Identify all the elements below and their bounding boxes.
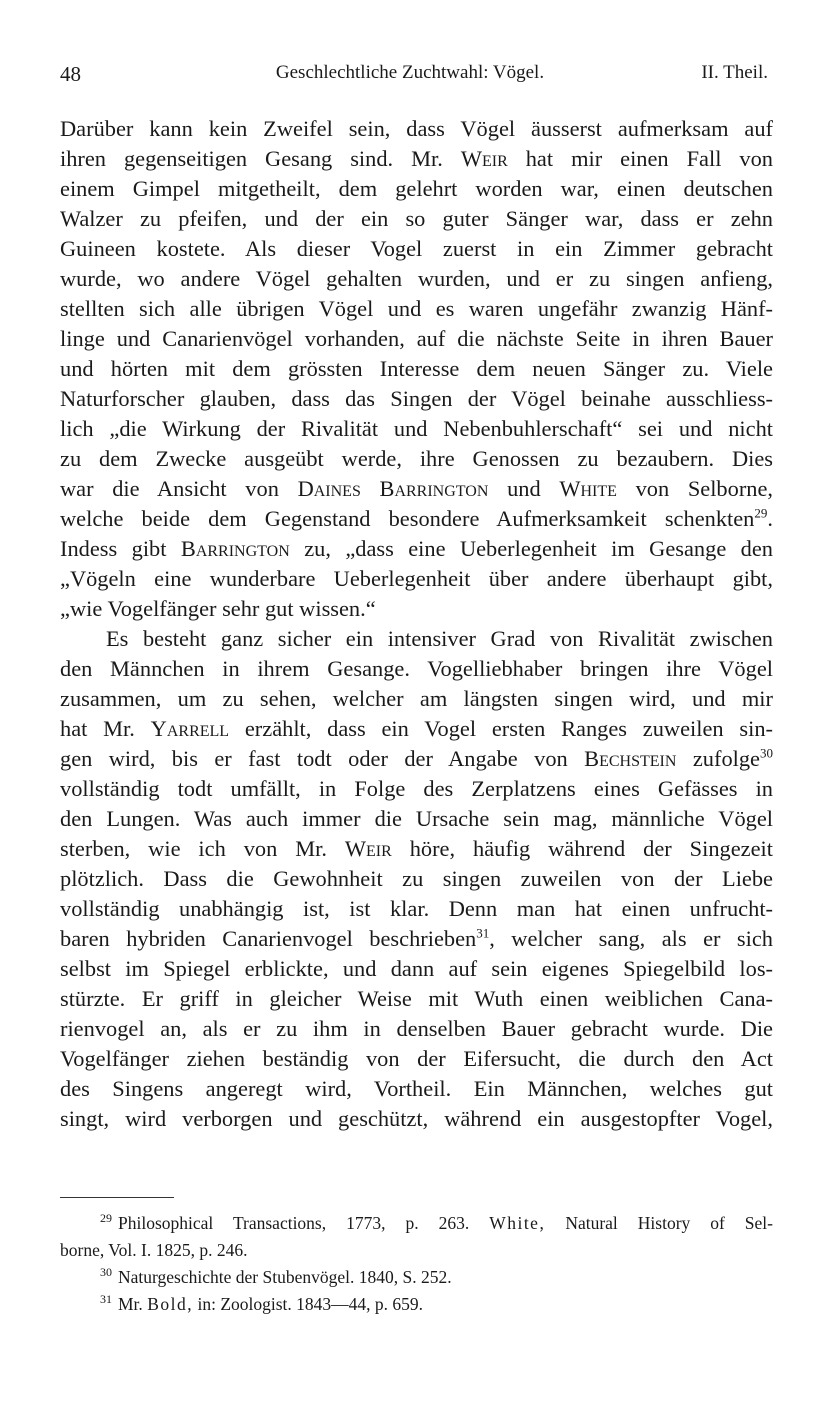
text-line: den Männchen in ihrem Gesange. Vogelliebhaber bringen ihre Vögel (60, 656, 773, 681)
text-line: stürzte. Er griff in gleicher Weise mit Wuth einen weiblichen Cana- (60, 986, 773, 1011)
text-line: zusammen, um zu sehen, welcher am längsten singen wird, und mir (60, 686, 773, 711)
text-line: gen wird, bis er fast todt oder der Angabe von Bechstein zufolge$^{30}$ (60, 745, 773, 771)
text-line: einem Gimpel mitgetheilt, dem gelehrt worden war, einen deutschen (60, 176, 773, 201)
text-line: vollständig unabhängig ist, ist klar. Denn man hat einen unfrucht- (60, 896, 773, 921)
name-daines-barrington: Daines Barrington (297, 476, 489, 501)
page-number: 48 (60, 62, 81, 86)
footnote-29-continued: borne, Vol. I. 1825, p. 246. (60, 1240, 248, 1260)
text-line: vollständig todt umfällt, in Folge des Zerplatzens eines Gefässes in (60, 776, 773, 801)
text-line: plötzlich. Dass die Gewohnheit zu singen zuweilen von der Liebe (60, 866, 773, 891)
text-line: wurde, wo andere Vögel gehalten wurden, und er zu singen anfieng, (60, 266, 773, 291)
footnotes (60, 1210, 773, 1318)
text-line: zu dem Zwecke ausgeübt werde, ihre Genossen zu bezaubern. Dies (60, 446, 773, 471)
text-line: des Singens angeregt wird, Vortheil. Ein Männchen, welches gut (60, 1076, 773, 1101)
footnote-rule (60, 1197, 174, 1198)
text-line: den Lungen. Was auch immer die Ursache sein mag, männliche Vögel (60, 806, 773, 831)
text-line: „Vögeln eine wunderbare Ueberlegenheit über andere überhaupt gibt, (60, 566, 773, 591)
footnote-ref: 29 (754, 505, 768, 521)
text-line: ihren gegenseitigen Gesang sind. Mr. Weir hat mir einen Fall von (60, 146, 773, 171)
footnote-29: $^{29}$ Philosophical Transactions, 1773, p. 263. White, Natural History of Sel- (100, 1211, 774, 1233)
running-header (60, 62, 768, 92)
text-line: sterben, wie ich von Mr. Weir höre, häufig während der Singezeit (60, 836, 773, 861)
name-bechstein: Bechstein (584, 746, 677, 771)
footnote-30: $^{30}$ Naturgeschichte der Stubenvögel. 1840, S. 252. (100, 1265, 452, 1287)
text-line: Darüber kann kein Zweifel sein, dass Vögel äusserst aufmerksam auf (60, 116, 773, 141)
name-barrington: Barrington (180, 536, 290, 561)
name-weir: Weir (460, 146, 508, 171)
text-line: Naturforscher glauben, dass das Singen der Vögel beinahe ausschliess- (60, 386, 773, 411)
text-line: hat Mr. Yarrell erzählt, dass ein Vogel ersten Ranges zuweilen sin- (60, 716, 773, 741)
text-line: Vogelfänger ziehen beständig von der Eifersucht, die durch den Act (60, 1046, 773, 1071)
text-line: war die Ansicht von Daines Barrington und White von Selborne, (60, 476, 774, 501)
text-line: Walzer zu pfeifen, und der ein so guter Sänger war, dass er zehn (60, 206, 773, 231)
footnote-ref: 30 (760, 745, 773, 761)
running-title: Geschlechtliche Zuchtwahl: Vögel. (275, 62, 545, 83)
main-text (60, 114, 773, 1134)
text-line: Es besteht ganz sicher ein intensiver Grad von Rivalität zwischen (106, 626, 773, 651)
text-line: singt, wird verborgen und geschützt, während ein ausgestopfter Vogel, (60, 1106, 773, 1131)
text-line: Indess gibt Barrington zu, „dass eine Ueberlegenheit im Gesange den (60, 536, 773, 561)
text-line: lich „die Wirkung der Rivalität und Nebenbuhlerschaft“ sei und nicht (60, 416, 773, 441)
text-line: baren hybriden Canarienvogel beschrieben$^{31}$, welcher sang, als er sich (60, 925, 774, 951)
text-line: stellten sich alle übrigen Vögel und es waren ungefähr zwanzig Hänf- (60, 296, 773, 321)
part-label: II. Theil. (701, 62, 768, 83)
name-white: White (559, 476, 617, 501)
text-line: Guineen kostete. Als dieser Vogel zuerst in ein Zimmer gebracht (60, 236, 773, 261)
text-line: linge und Canarienvögel vorhanden, auf die nächste Seite in ihren Bauer (60, 326, 773, 351)
text-line: rienvogel an, als er zu ihm in denselben Bauer gebracht wurde. Die (60, 1016, 773, 1041)
text-line: welche beide dem Gegenstand besondere Aufmerksamkeit schenkten$^{29}$. (60, 505, 773, 531)
footnote-31: $^{31}$ Mr. Bold, in: Zoologist. 1843—44, p. 659. (100, 1292, 424, 1314)
text-line: und hörten mit dem grössten Interesse dem neuen Sänger zu. Viele (60, 356, 773, 381)
text-line: selbst im Spiegel erblickte, und dann auf sein eigenes Spiegelbild los- (60, 956, 773, 981)
text-line: „wie Vogelfänger sehr gut wissen.“ (60, 596, 376, 621)
name-yarrell: Yarrell (150, 716, 230, 741)
name-weir: Weir (344, 836, 392, 861)
footnote-ref: 31 (476, 925, 490, 941)
